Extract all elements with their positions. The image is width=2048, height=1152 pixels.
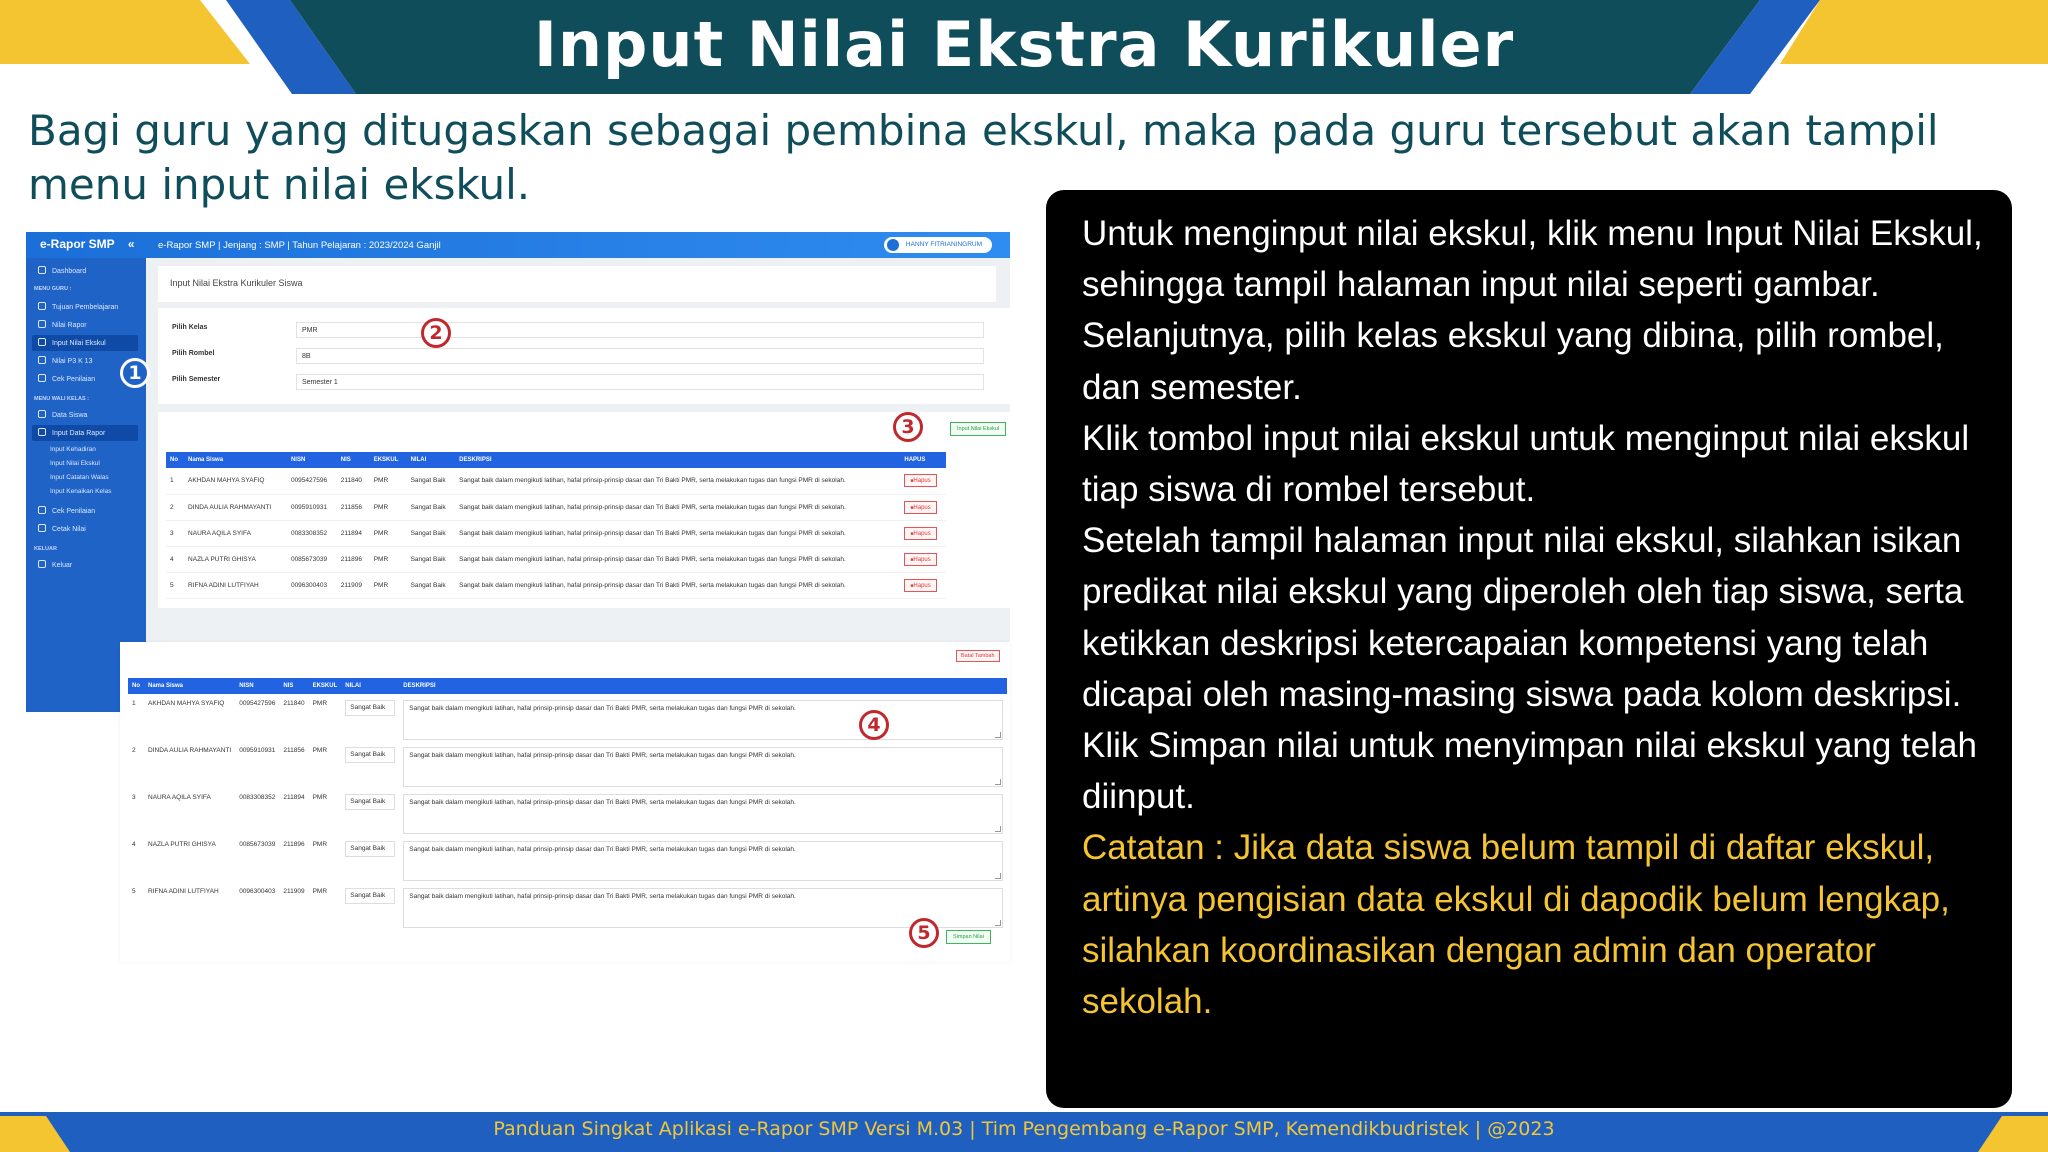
col-no: No — [166, 452, 184, 468]
cell-no: 4 — [132, 841, 136, 848]
cell-nis: 211856 — [337, 494, 370, 520]
deskripsi-textarea[interactable]: Sangat baik dalam mengikuti latihan, hafal prinsip-prinsip dasar dan Tri Bakti PMR, serta melakukan tugas dan fungsi PMR di sekolah. — [403, 888, 1003, 928]
predikat-select[interactable]: Sangat Baik — [345, 700, 395, 716]
cell-deskripsi: Sangat baik dalam mengikuti latihan, hafal prinsip-prinsip dasar dan Tri Bakti PMR, serta melakukan tugas dan fungsi PMR di sekolah. — [455, 546, 900, 572]
cell-nilai — [341, 882, 399, 929]
cell-nis: 211909 — [283, 888, 305, 895]
cell-no: 1 — [166, 468, 184, 494]
cell-no: 5 — [166, 572, 184, 598]
semester-label: Pilih Semester — [172, 376, 221, 383]
instruction-note: Catatan : Jika data siswa belum tampil di daftar ekskul, artinya pengisian data ekskul di dapodik belum lengkap, silahkan koordinasikan dengan admin dan operator sekolah. — [1082, 828, 1950, 1022]
col-nis: NIS — [337, 452, 370, 468]
cell-nisn: 0095427596 — [239, 700, 276, 707]
app-logo: e-Rapor SMP « — [40, 237, 135, 251]
sidebar-sub-kehadiran[interactable]: Input Kehadiran — [50, 446, 96, 453]
instruction-paragraph: Setelah tampil halaman input nilai ekskul, silahkan isikan predikat nilai ekskul yang diperoleh oleh tiap siswa, serta ketikkan deskripsi ketercapaian kompetensi yang telah dicapai oleh masing-masing siswa pada kolom deskripsi. Klik Simpan nilai untuk menyimpan nilai ekskul yang telah diinput. — [1082, 521, 1977, 817]
sidebar-item-keluar[interactable]: Keluar — [38, 560, 72, 569]
col-nilai: NILAI — [407, 452, 456, 468]
cell-no: 4 — [166, 546, 184, 572]
edit-icon — [38, 338, 46, 346]
sidebar-item-cek-penilaian-2[interactable]: Cek Penilaian — [38, 506, 95, 515]
cell-no: 1 — [132, 700, 136, 707]
sidebar-heading-guru: MENU GURU : — [34, 286, 72, 292]
app-topbar — [26, 232, 1010, 258]
col-nama: Nama Siswa — [144, 678, 235, 694]
cell-ekskul: PMR — [312, 700, 328, 707]
cell-no: 3 — [166, 520, 184, 546]
table-row — [128, 882, 1007, 929]
table-header-row — [166, 452, 946, 468]
target-icon — [38, 302, 46, 310]
deskripsi-textarea[interactable]: Sangat baik dalam mengikuti latihan, hafal prinsip-prinsip dasar dan Tri Bakti PMR, serta melakukan tugas dan fungsi PMR di sekolah. — [403, 700, 1003, 740]
simpan-nilai-button[interactable]: Simpan Nilai — [946, 930, 991, 944]
grade-icon — [38, 320, 46, 328]
sidebar-item-dashboard[interactable]: Dashboard — [38, 266, 86, 275]
step-marker-1: 1 — [120, 358, 150, 388]
cell-nis: 211856 — [283, 747, 305, 754]
cell-nama: NAURA AQILA SYIFA — [184, 520, 287, 546]
cell-ekskul: PMR — [370, 468, 407, 494]
cell-nilai — [341, 788, 399, 835]
cell-hapus — [900, 494, 946, 520]
sidebar-item-cetak-nilai[interactable]: Cetak Nilai — [38, 524, 86, 533]
deskripsi-textarea[interactable]: Sangat baik dalam mengikuti latihan, hafal prinsip-prinsip dasar dan Tri Bakti PMR, serta melakukan tugas dan fungsi PMR di sekolah. — [403, 841, 1003, 881]
rombel-label: Pilih Rombel — [172, 350, 215, 357]
sidebar-heading-wali: MENU WALI KELAS : — [34, 396, 89, 402]
semester-select[interactable]: Semester 1 — [296, 374, 984, 390]
col-deskripsi: DESKRIPSI — [455, 452, 900, 468]
hapus-button[interactable]: ■ Hapus — [904, 579, 936, 592]
cell-nama: NAZLA PUTRI GHISYA — [184, 546, 287, 572]
deskripsi-textarea[interactable]: Sangat baik dalam mengikuti latihan, hafal prinsip-prinsip dasar dan Tri Bakti PMR, serta melakukan tugas dan fungsi PMR di sekolah. — [403, 747, 1003, 787]
kelas-label: Pilih Kelas — [172, 324, 208, 331]
slide-subtitle: Bagi guru yang ditugaskan sebagai pembina ekskul, maka pada guru tersebut akan tampil menu input nilai ekskul. — [28, 106, 1939, 209]
instruction-box — [1046, 190, 2012, 1108]
cell-deskripsi — [399, 788, 1007, 835]
predikat-select[interactable]: Sangat Baik — [345, 841, 395, 857]
cell-nisn: 0083308352 — [287, 520, 337, 546]
sidebar-sub-input-nilai-ekskul[interactable]: Input Nilai Ekskul — [50, 460, 100, 467]
cell-nis: 211909 — [337, 572, 370, 598]
cell-nama: AKHDAN MAHYA SYAFIQ — [148, 700, 225, 707]
table-row — [166, 468, 946, 494]
cell-deskripsi: Sangat baik dalam mengikuti latihan, hafal prinsip-prinsip dasar dan Tri Bakti PMR, serta melakukan tugas dan fungsi PMR di sekolah. — [455, 494, 900, 520]
cell-nilai — [341, 835, 399, 882]
table-row — [166, 520, 946, 546]
cell-nilai: Sangat Baik — [407, 520, 456, 546]
cell-nis: 211896 — [337, 546, 370, 572]
predikat-select[interactable]: Sangat Baik — [345, 794, 395, 810]
cell-ekskul: PMR — [312, 747, 328, 754]
input-nilai-form-screenshot — [120, 642, 1010, 962]
sidebar-item-input-data-rapor[interactable]: Input Data Rapor — [38, 428, 105, 437]
cell-deskripsi: Sangat baik dalam mengikuti latihan, hafal prinsip-prinsip dasar dan Tri Bakti PMR, serta melakukan tugas dan fungsi PMR di sekolah. — [455, 468, 900, 494]
predikat-select[interactable]: Sangat Baik — [345, 888, 395, 904]
hapus-button[interactable]: ■ Hapus — [904, 474, 936, 487]
cell-no: 2 — [166, 494, 184, 520]
instruction-paragraph: Untuk menginput nilai ekskul, klik menu Input Nilai Ekskul, sehingga tampil halaman input nilai seperti gambar. — [1082, 214, 1983, 305]
cell-no: 3 — [132, 794, 136, 801]
col-nisn: NISN — [287, 452, 337, 468]
cell-nisn: 0085673039 — [287, 546, 337, 572]
cell-nama: NAZLA PUTRI GHISYA — [148, 841, 216, 848]
step-marker-3: 3 — [893, 412, 923, 442]
col-nama: Nama Siswa — [184, 452, 287, 468]
col-nilai: NILAI — [341, 678, 399, 694]
table-row — [128, 788, 1007, 835]
sidebar-heading-keluar: KELUAR — [34, 546, 57, 552]
slide-title: Input Nilai Ekstra Kurikuler — [533, 8, 1515, 81]
cell-nis: 211894 — [283, 794, 305, 801]
ekskul-table-card — [158, 412, 1010, 608]
predikat-select[interactable]: Sangat Baik — [345, 747, 395, 763]
cell-nama: RIFNA ADINI LUTFIYAH — [184, 572, 287, 598]
sidebar-item-tujuan[interactable]: Tujuan Pembelajaran — [38, 302, 118, 311]
ekskul-students-table — [166, 452, 946, 599]
topbar-info: e-Rapor SMP | Jenjang : SMP | Tahun Pelajaran : 2023/2024 Ganjil — [158, 240, 441, 251]
cell-hapus — [900, 468, 946, 494]
step-marker-4: 4 — [859, 710, 889, 740]
cell-nisn: 0095427596 — [287, 468, 337, 494]
check-icon — [38, 506, 46, 514]
cell-no: 5 — [132, 888, 136, 895]
user-badge[interactable]: HANNY FITRIANINGRUM — [884, 237, 992, 253]
cell-ekskul: PMR — [312, 888, 328, 895]
sidebar-item-cek-penilaian[interactable]: Cek Penilaian — [38, 374, 95, 383]
kelas-select[interactable]: PMR — [296, 322, 984, 338]
document-icon — [38, 428, 46, 436]
instruction-paragraph: Selanjutnya, pilih kelas ekskul yang dibina, pilih rombel, dan semester. — [1082, 316, 1944, 407]
users-icon — [38, 410, 46, 418]
cell-nilai: Sangat Baik — [407, 468, 456, 494]
sidebar-item-nilai-p5[interactable]: Nilai P3 K 13 — [38, 356, 92, 365]
cell-nama: RIFNA ADINI LUTFIYAH — [148, 888, 219, 895]
sidebar-item-data-siswa[interactable]: Data Siswa — [38, 410, 87, 419]
col-deskripsi: DESKRIPSI — [399, 678, 1007, 694]
cell-deskripsi — [399, 694, 1007, 741]
col-ekskul: EKSKUL — [370, 452, 407, 468]
col-no: No — [128, 678, 144, 694]
page-title: Input Nilai Ekstra Kurikuler Siswa — [158, 266, 996, 302]
filter-form — [158, 308, 1010, 404]
cell-nama: AKHDAN MAHYA SYAFIQ — [184, 468, 287, 494]
cell-nilai — [341, 741, 399, 788]
cell-nisn: 0083308352 — [239, 794, 276, 801]
rombel-select[interactable]: 8B — [296, 348, 984, 364]
cell-ekskul: PMR — [312, 794, 328, 801]
check-icon — [38, 374, 46, 382]
table-row — [166, 546, 946, 572]
cell-hapus — [900, 520, 946, 546]
cell-nisn: 0095910931 — [287, 494, 337, 520]
user-avatar-icon — [887, 239, 899, 251]
cell-hapus — [900, 546, 946, 572]
table-row — [166, 572, 946, 598]
cell-nis: 211896 — [283, 841, 305, 848]
cell-deskripsi: Sangat baik dalam mengikuti latihan, hafal prinsip-prinsip dasar dan Tri Bakti PMR, serta melakukan tugas dan fungsi PMR di sekolah. — [455, 520, 900, 546]
table-row — [128, 835, 1007, 882]
cell-ekskul: PMR — [312, 841, 328, 848]
col-nis: NIS — [279, 678, 308, 694]
cell-hapus — [900, 572, 946, 598]
batal-tambah-button[interactable]: Batal Tambah — [956, 650, 1000, 662]
grade-icon — [38, 356, 46, 364]
cell-nama: DINDA AULIA RAHMAYANTI — [148, 747, 232, 754]
cell-nisn: 0096300403 — [239, 888, 276, 895]
cell-nis: 211840 — [337, 468, 370, 494]
cell-deskripsi — [399, 741, 1007, 788]
table-row — [128, 741, 1007, 788]
hapus-button[interactable]: ■ Hapus — [904, 553, 936, 566]
cell-nama: NAURA AQILA SYIFA — [148, 794, 211, 801]
cell-nilai: Sangat Baik — [407, 572, 456, 598]
input-nilai-ekskul-button[interactable]: Input Nilai Ekskul — [950, 422, 1006, 436]
cell-no: 2 — [132, 747, 136, 754]
printer-icon — [38, 524, 46, 532]
cell-nisn: 0096300403 — [287, 572, 337, 598]
table-row — [166, 494, 946, 520]
cell-ekskul: PMR — [370, 572, 407, 598]
sidebar-item-nilai-rapor[interactable]: Nilai Rapor — [38, 320, 87, 329]
table-header-row — [128, 678, 1007, 694]
cell-ekskul: PMR — [370, 546, 407, 572]
col-nisn: NISN — [235, 678, 279, 694]
hapus-button[interactable]: ■ Hapus — [904, 527, 936, 540]
cell-nis: 211894 — [337, 520, 370, 546]
step-marker-5: 5 — [909, 918, 939, 948]
col-ekskul: EKSKUL — [309, 678, 342, 694]
cell-deskripsi — [399, 835, 1007, 882]
cell-nisn: 0095910931 — [239, 747, 276, 754]
cell-deskripsi: Sangat baik dalam mengikuti latihan, hafal prinsip-prinsip dasar dan Tri Bakti PMR, serta melakukan tugas dan fungsi PMR di sekolah. — [455, 572, 900, 598]
deskripsi-textarea[interactable]: Sangat baik dalam mengikuti latihan, hafal prinsip-prinsip dasar dan Tri Bakti PMR, serta melakukan tugas dan fungsi PMR di sekolah. — [403, 794, 1003, 834]
home-icon — [38, 266, 46, 274]
cell-nama: DINDA AULIA RAHMAYANTI — [184, 494, 287, 520]
instruction-paragraph: Klik tombol input nilai ekskul untuk menginput nilai ekskul tiap siswa di rombel tersebut. — [1082, 418, 1970, 510]
cell-ekskul: PMR — [370, 494, 407, 520]
cell-nis: 211840 — [283, 700, 305, 707]
step-marker-2: 2 — [421, 318, 451, 348]
sidebar-item-input-nilai-ekskul[interactable]: Input Nilai Ekskul — [38, 338, 106, 347]
erapor-screenshot-main — [26, 232, 1010, 712]
logout-icon — [38, 560, 46, 568]
sidebar-sub-kenaikan[interactable]: Input Kenaikan Kelas — [50, 488, 112, 495]
sidebar-sub-catatan[interactable]: Input Catatan Walas — [50, 474, 109, 481]
cell-nilai: Sangat Baik — [407, 494, 456, 520]
hapus-button[interactable]: ■ Hapus — [904, 501, 936, 514]
cell-nisn: 0085673039 — [239, 841, 276, 848]
cell-nilai — [341, 694, 399, 741]
collapse-sidebar-icon[interactable]: « — [127, 237, 135, 251]
cell-nilai: Sangat Baik — [407, 546, 456, 572]
cell-ekskul: PMR — [370, 520, 407, 546]
footer-credit: Panduan Singkat Aplikasi e-Rapor SMP Versi M.03 | Tim Pengembang e-Rapor SMP, Kemendikbudristek | @2023 — [493, 1118, 1555, 1140]
col-hapus: HAPUS — [900, 452, 946, 468]
